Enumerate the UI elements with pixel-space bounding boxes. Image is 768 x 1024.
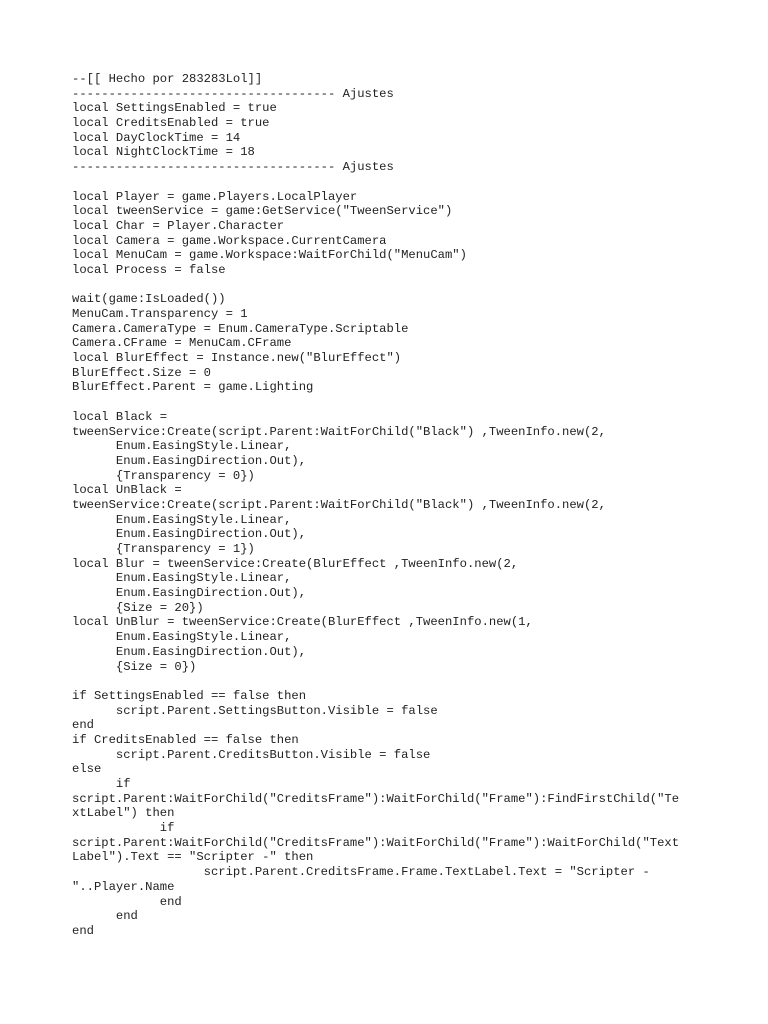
code-line: local Blur = tweenService:Create(BlurEffect ,TweenInfo.new(2, [72, 556, 519, 571]
code-line: {Transparency = 0}) [72, 468, 255, 483]
code-line: local DayClockTime = 14 [72, 130, 241, 145]
code-line: {Size = 20}) [72, 600, 204, 615]
code-line: --[[ Hecho por 283283Lol]] [72, 72, 263, 86]
code-line: ------------------------------------ Ajustes [72, 160, 394, 175]
code-line: local Char = Player.Character [72, 218, 285, 233]
code-line: local UnBlur = tweenService:Create(BlurEffect ,TweenInfo.new(1, [72, 615, 533, 630]
code-line [72, 278, 752, 293]
code-line: Enum.EasingStyle.Linear, [72, 512, 292, 527]
code-line: Enum.EasingStyle.Linear, [72, 439, 292, 454]
code-line: local NightClockTime = 18 [72, 145, 255, 160]
code-line: local BlurEffect = Instance.new("BlurEffect") [72, 351, 402, 366]
code-line: else [72, 762, 102, 777]
code-line: local CreditsEnabled = true [72, 116, 270, 131]
code-line: tweenService:Create(script.Parent:WaitForChild("Black") ,TweenInfo.new(2, [72, 497, 606, 512]
code-line: script.Parent.CreditsButton.Visible = false [72, 747, 431, 762]
code-line: BlurEffect.Parent = game.Lighting [72, 380, 314, 395]
code-line: ------------------------------------ Ajustes [72, 86, 394, 101]
code-line: xtLabel") then [72, 806, 175, 821]
code-line: if [72, 821, 175, 836]
code-line [72, 175, 752, 190]
code-line: script.Parent:WaitForChild("CreditsFrame"):WaitForChild("Frame"):WaitForChild("Text [72, 835, 680, 850]
code-line [72, 674, 752, 689]
code-line: Enum.EasingStyle.Linear, [72, 630, 292, 645]
code-line: "..Player.Name [72, 879, 175, 894]
code-line: tweenService:Create(script.Parent:WaitForChild("Black") ,TweenInfo.new(2, [72, 424, 606, 439]
code-line: if SettingsEnabled == false then [72, 688, 307, 703]
code-line: end [72, 718, 94, 733]
code-line [72, 395, 752, 410]
code-line: if [72, 777, 131, 791]
code-line: local UnBlack = [72, 483, 182, 498]
code-line: end [72, 909, 138, 924]
code-block [72, 72, 752, 939]
code-line: {Size = 0}) [72, 659, 197, 674]
code-line: local Camera = game.Workspace.CurrentCamera [72, 233, 387, 248]
code-line: end [72, 923, 94, 938]
code-line: script.Parent.SettingsButton.Visible = false [72, 703, 438, 718]
code-line: local MenuCam = game.Workspace:WaitForChild("MenuCam") [72, 248, 467, 263]
code-line: script.Parent:WaitForChild("CreditsFrame"):WaitForChild("Frame"):FindFirstChild("Te [72, 791, 680, 806]
code-line: local Process = false [72, 262, 226, 277]
code-line: wait(game:IsLoaded()) [72, 292, 226, 307]
code-line: local SettingsEnabled = true [72, 101, 277, 116]
code-line: Enum.EasingDirection.Out), [72, 453, 307, 468]
code-line: Enum.EasingDirection.Out), [72, 644, 307, 659]
code-line: {Transparency = 1}) [72, 542, 255, 556]
code-line: end [72, 894, 182, 909]
code-line: local Black = [72, 409, 168, 424]
code-line: local tweenService = game:GetService("TweenService") [72, 204, 453, 219]
code-line: BlurEffect.Size = 0 [72, 365, 211, 380]
code-line: Enum.EasingDirection.Out), [72, 586, 307, 601]
code-line: if CreditsEnabled == false then [72, 732, 299, 747]
code-line: Enum.EasingStyle.Linear, [72, 571, 292, 586]
code-line: Label").Text == "Scripter -" then [72, 850, 314, 865]
code-line: Camera.CFrame = MenuCam.CFrame [72, 336, 292, 351]
code-line: script.Parent.CreditsFrame.Frame.TextLabel.Text = "Scripter - [72, 865, 650, 880]
code-line: local Player = game.Players.LocalPlayer [72, 189, 358, 204]
code-line: Enum.EasingDirection.Out), [72, 527, 307, 542]
code-line: Camera.CameraType = Enum.CameraType.Scriptable [72, 321, 409, 336]
code-line: MenuCam.Transparency = 1 [72, 307, 248, 321]
